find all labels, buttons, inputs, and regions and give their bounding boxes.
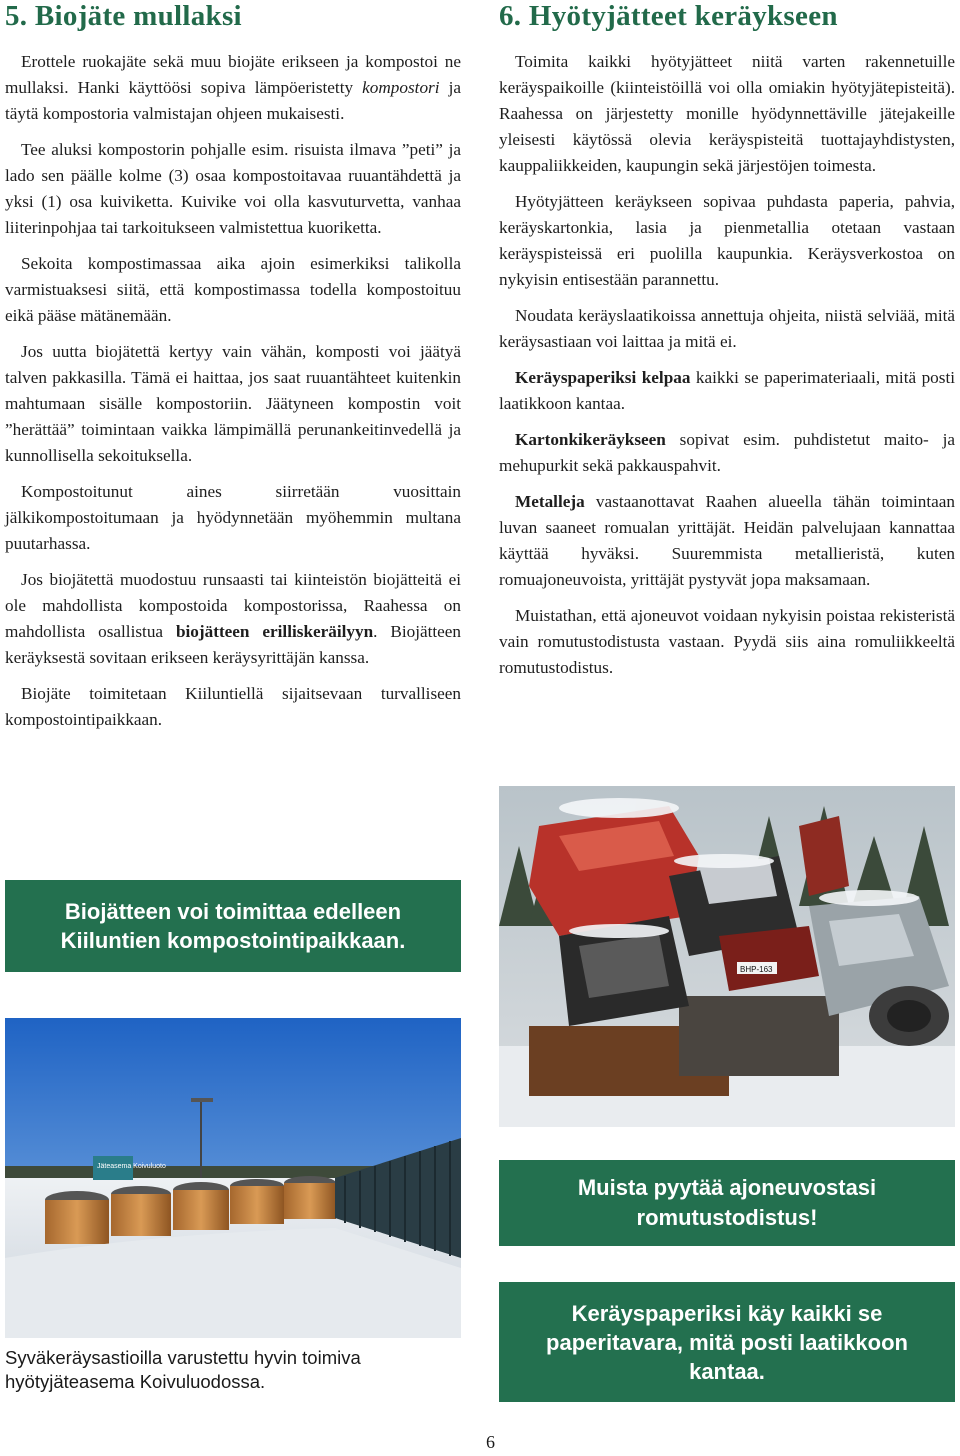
scrap-cars-photo <box>499 786 955 1127</box>
svg-text:Jäteasema Koivuluoto: Jäteasema Koivuluoto <box>97 1163 166 1170</box>
callout-box-kompostointipaikka: Biojätteen voi toimittaa edelleen Kiiluntien kompostointipaikkaan. <box>5 880 461 972</box>
callout-box-kerayspaperi: Keräyspaperiksi käy kaikki se paperitavara, mitä posti laatikkoon kantaa. <box>499 1282 955 1402</box>
paragraph: Noudata keräyslaatikoissa annettuja ohjeita, niistä selviää, mitä keräysastiaan voi laittaa ja mitä ei. <box>499 306 955 351</box>
paragraph: Keräyspaperiksi kelpaa kaikki se paperimateriaali, mitä posti laatikkoon kantaa. <box>499 368 955 413</box>
paragraph: Erottele ruokajäte sekä muu biojäte erikseen ja kompostoi ne mullaksi. Hanki käyttöösi sopiva lämpöeristetty kompostori ja täytä kompostoria valmistajan ohjeen mukaisesti. <box>5 52 462 123</box>
paragraph: Sekoita kompostimassaa aika ajoin esimerkiksi talikolla varmistuaksesi siitä, että kompostimassa todella kompostoituu eikä pääse mätänemään. <box>5 254 461 325</box>
photo-caption: Syväkeräysastioilla varustettu hyvin toimiva hyötyjäteasema Koivuluodossa. <box>5 1347 361 1392</box>
paragraph: Tee aluksi kompostorin pohjalle esim. risuista ilmava ”peti” ja lado sen päälle kolme (3) osaa kompostoitavaa ruuantähdettä ja yksi (1) osa kuiviketta. Kuivike voi olla kasvuturvetta, vanhaa liiterinpohjaa tai tarkoitukseen valmistettua kuoriketta. <box>5 140 461 237</box>
callout-box-romutustodistus: Muista pyytää ajoneuvostasi romutustodistus! <box>499 1160 955 1246</box>
recycling-station-illustration <box>5 1018 461 1338</box>
paragraph: Jos biojätettä muodostuu runsaasti tai kiinteistön biojätteitä ei ole mahdollista kompostoida kompostorissa, Raahessa on mahdollista osallistua biojätteen erilliskeräilyyn. Biojätteen keräyksestä sovitaan erikseen keräysyrittäjän kanssa. <box>5 570 462 667</box>
paragraph: Kartonkikeräykseen sopivat esim. puhdistetut maito- ja mehupurkit sekä pakkauspahvit. <box>499 430 955 475</box>
recycling-station-photo <box>5 1018 461 1338</box>
section-heading-hyotyjatteet: 6. Hyötyjätteet keräykseen <box>499 0 838 32</box>
paragraph: Biojäte toimitetaan Kiiluntiellä sijaitsevaan turvalliseen kompostointipaikkaan. <box>5 684 461 729</box>
section-heading-biojate: 5. Biojäte mullaksi <box>5 0 242 32</box>
paragraph: Metalleja vastaanottavat Raahen alueella tähän toimintaan luvan saaneet romualan yrittäjät. Heidän palvelujaan kannattaa käyttää hyväksi. Suuremmista metallieristä, kuten romuajoneuvoista, yrittäjät pystyvät jopa maksamaan. <box>499 492 955 589</box>
paragraph: Muistathan, että ajoneuvot voidaan nykyisin poistaa rekisteristä vain romutustodistusta vastaan. Pyydä siis aina romuliikkeeltä romutustodistus. <box>499 606 955 677</box>
paragraph: Hyötyjätteen keräykseen sopivaa puhdasta paperia, pahvia, keräyskartonkia, lasia ja pienmetallia otetaan vastaan keräyspisteissä eri puolilla kaupunkia. Keräysverkostoa on nykyisin entisestään parannettu. <box>499 192 955 289</box>
svg-text:BHP-163: BHP-163 <box>740 965 773 974</box>
paragraph: Kompostoitunut aines siirretään vuosittain jälkikompostoitumaan ja hyödynnetään myöhemmin multana puutarhassa. <box>5 482 461 553</box>
page-number: 6 <box>486 1432 495 1452</box>
paragraph: Toimita kaikki hyötyjätteet niitä varten rakennetuille keräyspaikoille (kiinteistöillä voi olla omiakin hyötyjätepisteitä). Raahessa on järjestetty monille hyödynnettäville jätejakeille yleisesti käytössä olevia keräyspisteitä tuottajayhdistysten, kauppaliikkeiden, kaupungin sekä järjestöjen toimesta. <box>499 52 955 175</box>
hyotyjatteet-text-column <box>499 49 955 691</box>
biojate-text-column <box>5 49 461 743</box>
paragraph: Jos uutta biojätettä kertyy vain vähän, komposti voi jäätyä talven pakkasilla. Tämä ei haittaa, jos saat ruuantähteet kuitenkin mahtumaan sisälle kompostoriin. Jäätyneen kompostin voit ”herättää” toimintaan vaikka lämpimällä perunankeitinvedellä ja kunnollisella sekoituksella. <box>5 342 461 465</box>
scrap-cars-illustration <box>499 786 955 1127</box>
